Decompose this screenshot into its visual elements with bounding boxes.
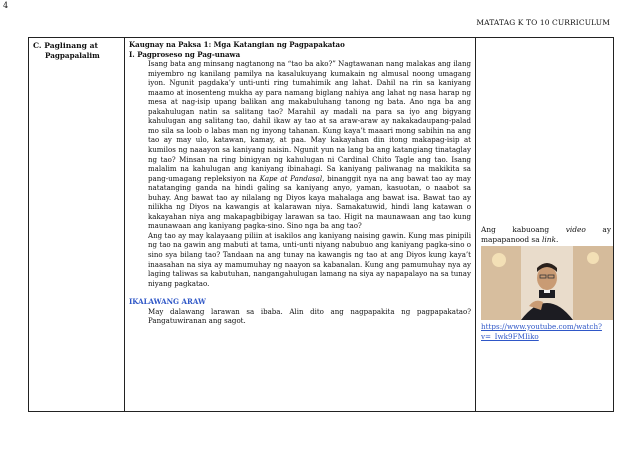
paragraph-3: May dalawang larawan sa ibaba. Alin dito ang nagpapakita ng pagpapakatao? Pangatuwiranan ang sagot. xyxy=(148,306,471,326)
paragraph-1: Isang bata ang minsang nagtanong na “tao ba ako?” Nagtawanan nang malakas ang ilang miyembro ng kanilang pamilya na kasalukuyang kumakain ng almusal noong umagang iyon. Ngunit pagdaka’y unti-unti ring tumahimik ang lahat. Dahil na rin sa kaniyang maamo at inosenteng mukha ay para namang biglang nahiya ang lahat ng nasa harap ng mesa at nag-isip upang balikan ang makabuluhang tanong ng bata. Ano nga ba ang pakahulugan natin sa salitang tao? Marahil ay madali na para sa iyo ang bigyang kahulugan ang salitang tao, dahil ikaw ay tao at sa araw-araw ay nakakadaupang-palad mo sila sa loob o labas man ng inyong tahanan. Kung kaya’t maaari mong sabihin na ang tao ay may ulo, katawan, kamay, at paa. May kakayahan din itong makapag-isip at kumilos ng naaayon sa kaniyang naisin. Ngunit yun na lang ba ang katangiang tinataglay ng tao? Minsan na ring binigyan ng kahulugan ni Cardinal Chito Tagle ang tao. Isang malalim na kahulugan ang kaniyang ibinahagi. Sa kaniyang paliwanag na makikita sa pang-umagang repleksiyon na Kape at Pandasal, binanggit nya na ang bawat tao ay may natatanging ganda na hindi galing sa kaniyang anyo, yaman, kasuotan, o naabot sa buhay. Ang bawat tao ay nilalang ng Diyos kaya mahalaga ang bawat isa. Bawat tao ay nilikha ng Diyos na kawangis at kalarawan niya. Samakatuwid, hindi lang katawan o kakayahan niya ang makapagbibigay larawan sa tao. Higit na maunawaan ang tao kung maunawaan ang kaniyang pagka-sino. Sino nga ba ang tao? xyxy=(148,59,472,231)
page-number: 4 xyxy=(3,1,9,10)
topic-heading: Kaugnay na Paksa 1: Mga Katangian ng Pagpapakatao xyxy=(129,40,345,49)
lesson-table xyxy=(28,37,614,412)
youtube-link[interactable]: https://www.youtube.com/watch?v=_Iwk9FMIiko xyxy=(481,322,602,341)
column-content xyxy=(125,38,476,411)
video-caption: Ang kabuoang video ay mapapanood sa link. xyxy=(481,225,611,244)
stage-title: C. Paglinang at xyxy=(33,41,99,50)
curriculum-header: MATATAG K TO 10 CURRICULUM xyxy=(476,18,610,27)
video-thumbnail[interactable] xyxy=(481,246,613,320)
paragraph-2: Ang tao ay may kalayaang piliin at isakilos ang kaniyang naising gawin. Kung mas pinipili ng tao na gawin ang mabuti at tama, unti-unti niyang nabubuo ang kaniyang pagka-sino o sino sya bilang tao? Tandaan na ang tunay na kawangis ng tao at ang Diyos kung kaya’t inaasahan na siya ay mamumuhay ng naayon sa kabanalan. Kung ang pamumuhay nya ay laging taliwas sa kabutuhan, nangangahulugan lamang na siya ay napapalayo na sa tunay niyang pagkatao. xyxy=(148,230,471,288)
column-resources xyxy=(476,38,613,411)
day-two-heading: IKALAWANG ARAW xyxy=(129,297,206,307)
process-heading: I. Pagproseso ng Pag-unawa xyxy=(129,49,241,59)
stage-subtitle: Pagpapalalim xyxy=(45,51,100,60)
priest-portrait-image xyxy=(481,246,613,320)
column-stage xyxy=(29,38,125,411)
book-title: Kape at Pandasal xyxy=(259,173,323,183)
